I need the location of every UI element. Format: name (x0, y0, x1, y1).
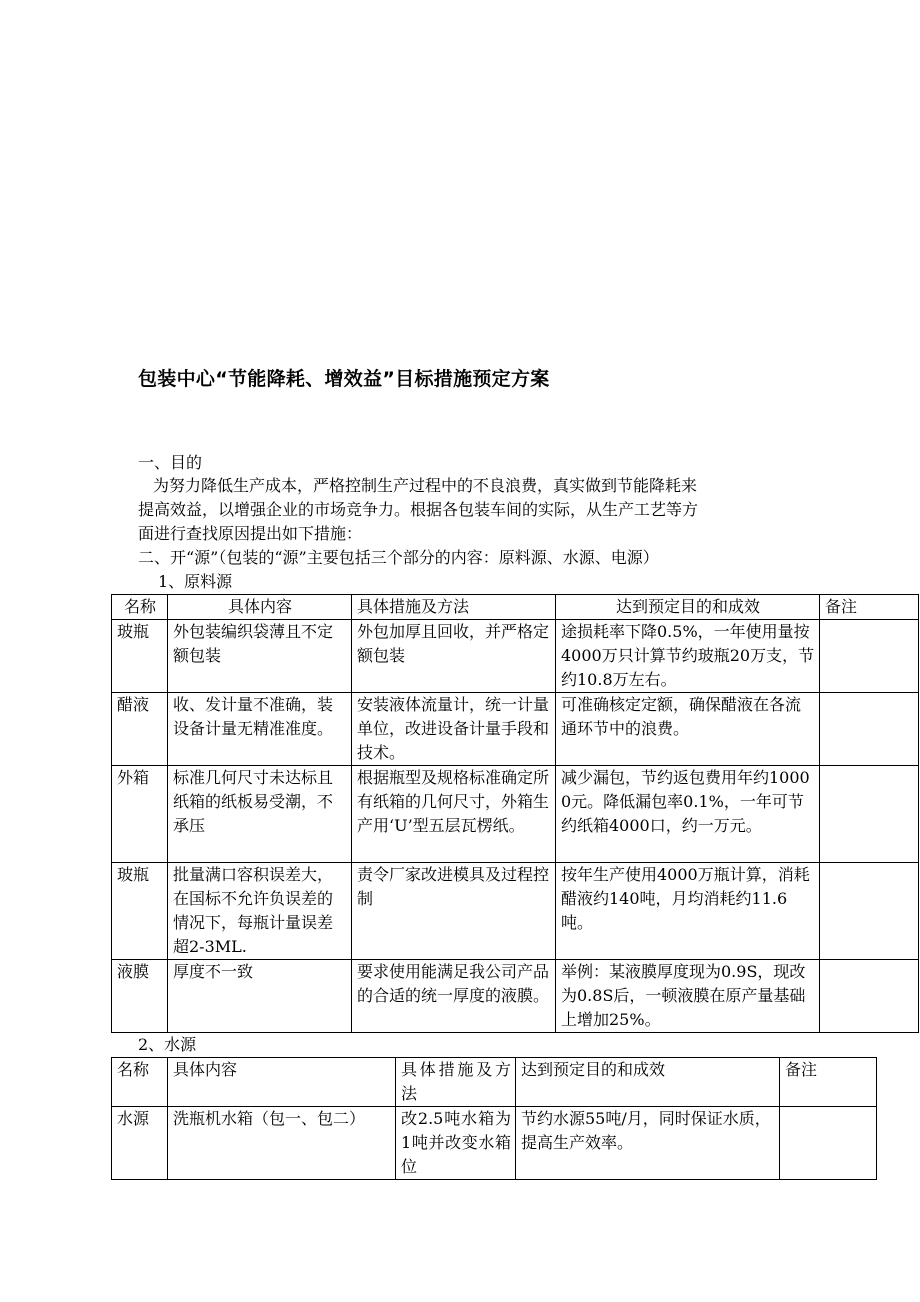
document-title: 包装中心“节能降耗、增效益”目标措施预定方案 (138, 368, 550, 390)
header-cell: 名称 (112, 1058, 168, 1107)
cell-result: 节约水源55吨/月，同时保证水质，提高生产效率。 (516, 1107, 780, 1180)
table-row (112, 766, 919, 863)
table-row (112, 863, 919, 960)
table-row (112, 620, 919, 693)
cell-name: 液膜 (112, 960, 168, 1033)
table-row (112, 1107, 877, 1180)
header-cell: 具体内容 (168, 595, 352, 620)
cell-measure: 责令厂家改进模具及过程控制 (352, 863, 556, 960)
cell-measure: 根据瓶型及规格标准确定所有纸箱的几何尺寸，外箱生产用‘U’型五层瓦楞纸。 (352, 766, 556, 863)
cell-remark (820, 693, 919, 766)
section-1-heading: 一、目的 (138, 453, 203, 472)
cell-remark (820, 863, 919, 960)
cell-result: 按年生产使用4000万瓶计算，消耗醋液约140吨，月均消耗约11.6吨。 (556, 863, 820, 960)
cell-result: 举例：某液膜厚度现为0.9S，现改为0.8S后，一顿液膜在原产量基础上增加25%。 (556, 960, 820, 1033)
subsection-water: 2、水源 (138, 1035, 197, 1054)
header-cell: 达到预定目的和成效 (556, 595, 820, 620)
cell-measure: 要求使用能满足我公司产品的合适的统一厚度的液膜。 (352, 960, 556, 1033)
header-cell: 备注 (780, 1058, 877, 1107)
cell-remark (820, 620, 919, 693)
cell-content: 洗瓶机水箱（包一、包二） (168, 1107, 396, 1180)
cell-measure: 安装液体流量计，统一计量单位，改进设备计量手段和技术。 (352, 693, 556, 766)
section-1-line-3: 面进行查找原因提出如下措施： (138, 524, 363, 543)
cell-name: 外箱 (112, 766, 168, 863)
cell-measure: 改2.5吨水箱为1吨并改变水箱位 (396, 1107, 516, 1180)
cell-result: 减少漏包，节约返包费用年约10000元。降低漏包率0.1%，一年可节约纸箱4000口，约一万元。 (556, 766, 820, 863)
table-header-row (112, 1058, 877, 1107)
cell-name: 玻瓶 (112, 620, 168, 693)
cell-name: 水源 (112, 1107, 168, 1180)
cell-content: 标准几何尺寸未达标且纸箱的纸板易受潮，不承压 (168, 766, 352, 863)
header-cell: 具体措施及方法 (396, 1058, 516, 1107)
cell-content: 收、发计量不准确，装设备计量无精准准度。 (168, 693, 352, 766)
header-cell: 具体内容 (168, 1058, 396, 1107)
cell-result: 可准确核定定额，确保醋液在各流通环节中的浪费。 (556, 693, 820, 766)
table-row (112, 693, 919, 766)
section-2-heading: 二、开“源”（包装的“源”主要包括三个部分的内容：原料源、水源、电源） (138, 548, 659, 567)
cell-remark (820, 960, 919, 1033)
cell-content: 批量满口容积误差大，在国标不允许负误差的情况下，每瓶计量误差超2-3ML. (168, 863, 352, 960)
cell-content: 厚度不一致 (168, 960, 352, 1033)
table-header-row (112, 595, 919, 620)
section-1-line-2: 提高效益，以增强企业的市场竞争力。根据各包装车间的实际，从生产工艺等方 (138, 500, 699, 519)
cell-remark (780, 1107, 877, 1180)
water-table (111, 1057, 877, 1180)
subsection-raw-material: 1、原料源 (158, 572, 233, 591)
cell-measure: 外包加厚且回收，并严格定额包装 (352, 620, 556, 693)
cell-result: 途损耗率下降0.5%，一年使用量按4000万只计算节约玻瓶20万支，节约10.8万左右。 (556, 620, 820, 693)
raw-material-table (111, 594, 919, 1033)
header-cell: 名称 (112, 595, 168, 620)
cell-content: 外包装编织袋薄且不定额包装 (168, 620, 352, 693)
table-row (112, 960, 919, 1033)
section-1-line-1: 为努力降低生产成本，严格控制生产过程中的不良浪费，真实做到节能降耗来 (153, 476, 698, 495)
header-cell: 达到预定目的和成效 (516, 1058, 780, 1107)
cell-name: 醋液 (112, 693, 168, 766)
header-cell: 备注 (820, 595, 919, 620)
cell-remark (820, 766, 919, 863)
cell-name: 玻瓶 (112, 863, 168, 960)
header-cell: 具体措施及方法 (352, 595, 556, 620)
